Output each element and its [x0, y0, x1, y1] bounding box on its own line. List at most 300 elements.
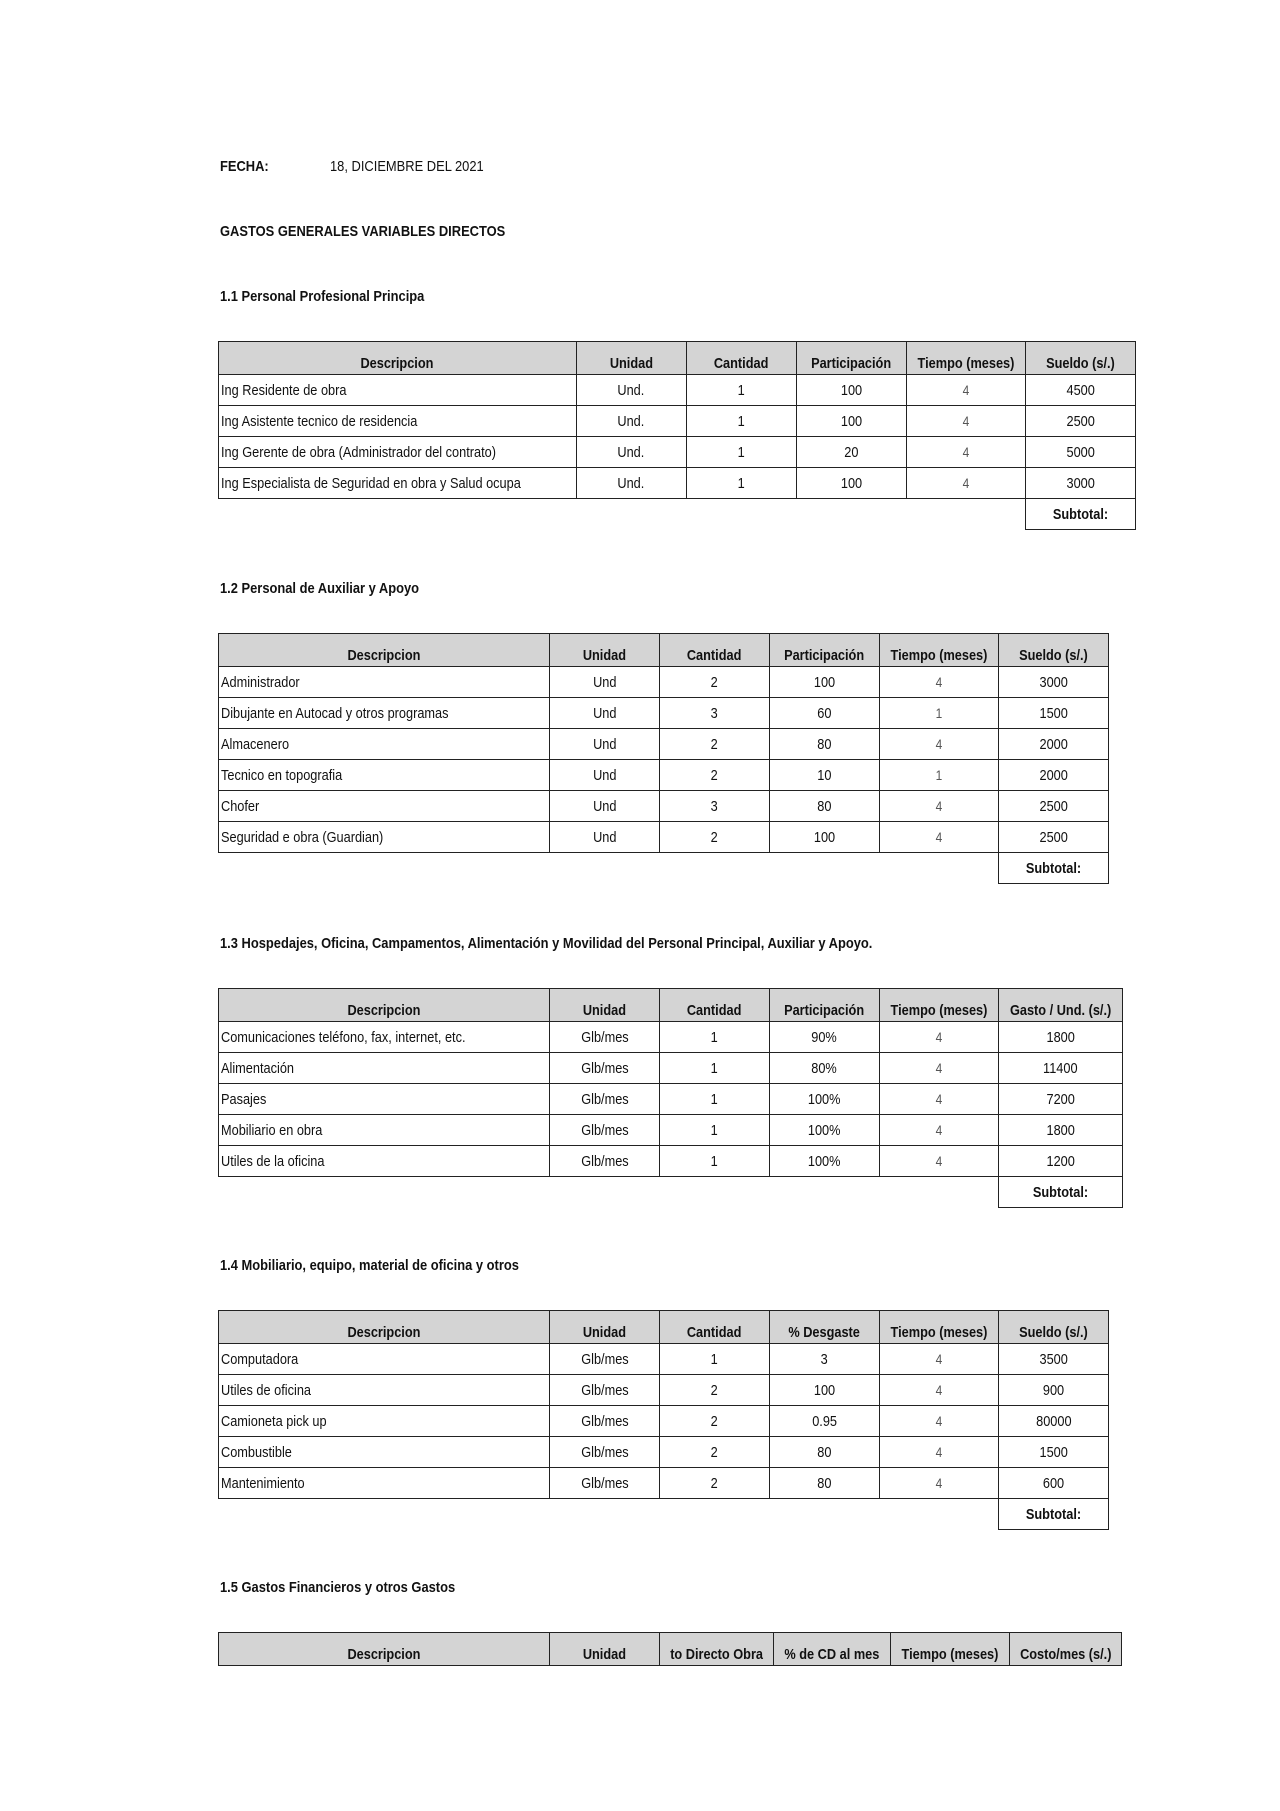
subtotal-label	[998, 853, 1108, 884]
table-cell	[686, 437, 796, 468]
table-cell	[550, 1468, 660, 1499]
empty-cell	[550, 1177, 660, 1208]
cell-value: 1	[935, 767, 943, 783]
cell-value: 4500	[1066, 381, 1095, 399]
empty-cell	[686, 499, 796, 530]
empty-cell	[906, 499, 1025, 530]
column-header	[880, 1311, 999, 1344]
cell-value: 3000	[1039, 673, 1068, 691]
table-cell	[660, 1053, 770, 1084]
table-cell	[219, 1146, 550, 1177]
table-cell	[576, 437, 686, 468]
cell-value: Und	[592, 828, 617, 846]
cell-value: 100%	[808, 1121, 841, 1139]
table-cell	[880, 729, 999, 760]
table-cell	[770, 1344, 880, 1375]
table-cell	[550, 1053, 660, 1084]
table-cell	[770, 1022, 880, 1053]
cell-value: 4	[962, 382, 970, 398]
table-cell	[550, 1375, 660, 1406]
table-row	[219, 791, 1109, 822]
cell-value: 2	[710, 1412, 719, 1430]
cell-value: 100%	[808, 1090, 841, 1108]
cell-value: Ing Especialista de Seguridad en obra y Salud ocupa	[221, 474, 521, 492]
cell-value: Utiles de la oficina	[221, 1152, 325, 1170]
section-title: 1.1 Personal Profesional Principa	[220, 288, 425, 305]
subtotal-text: Subtotal:	[1025, 1505, 1082, 1523]
table-cell	[550, 1437, 660, 1468]
cell-value: 1	[710, 1090, 719, 1108]
cell-value: 7200	[1046, 1090, 1075, 1108]
empty-cell	[219, 1499, 550, 1530]
table-row	[219, 406, 1136, 437]
cell-value: Und	[592, 766, 617, 784]
header-row	[219, 634, 1109, 667]
column-header	[770, 634, 880, 667]
table-cell	[880, 1468, 999, 1499]
table-cell	[550, 791, 660, 822]
cell-value: Seguridad e obra (Guardian)	[221, 828, 384, 846]
cell-value: Und	[592, 797, 617, 815]
cell-value: 4	[935, 1351, 943, 1367]
empty-cell	[770, 1177, 880, 1208]
cell-value: Combustible	[221, 1443, 292, 1461]
table-row	[219, 1468, 1109, 1499]
cell-value: Glb/mes	[580, 1121, 629, 1139]
table-cell	[660, 1084, 770, 1115]
cell-value: 80000	[1035, 1412, 1072, 1430]
cell-value: 2	[710, 673, 719, 691]
cell-value: 5000	[1066, 443, 1095, 461]
table-cell	[550, 1115, 660, 1146]
table-cell	[550, 1344, 660, 1375]
column-header	[660, 989, 770, 1022]
fecha-value: 18, DICIEMBRE DEL 2021	[330, 158, 484, 175]
table-cell	[998, 1468, 1108, 1499]
table-row	[219, 822, 1109, 853]
cell-value: 90%	[811, 1028, 838, 1046]
table-cell	[660, 1375, 770, 1406]
table-cell	[219, 406, 577, 437]
column-header	[774, 1633, 891, 1666]
table-cell	[660, 760, 770, 791]
empty-cell	[219, 853, 550, 884]
column-header	[660, 1633, 774, 1666]
cell-value: Und.	[617, 474, 645, 492]
cell-value: Camioneta pick up	[221, 1412, 327, 1430]
table-cell	[770, 1406, 880, 1437]
table-cell	[660, 667, 770, 698]
cell-value: 2	[710, 1474, 719, 1492]
cell-value: 4	[935, 674, 943, 690]
column-header-label: % de CD al mes	[784, 1646, 880, 1663]
table-cell	[998, 1375, 1108, 1406]
table-cell	[219, 1344, 550, 1375]
cell-value: 2000	[1039, 735, 1068, 753]
table-cell	[550, 1084, 660, 1115]
cell-value: 1	[710, 1121, 719, 1139]
cell-value: 4	[935, 1091, 943, 1107]
table-row	[219, 1146, 1123, 1177]
column-header	[1025, 342, 1135, 375]
cell-value: 2500	[1039, 828, 1068, 846]
cell-value: Glb/mes	[580, 1474, 629, 1492]
column-header	[998, 634, 1108, 667]
subtotal-row	[219, 499, 1136, 530]
table-cell	[998, 1406, 1108, 1437]
section-title: 1.4 Mobiliario, equipo, material de oficina y otros	[220, 1257, 519, 1274]
cell-value: 1	[710, 1350, 719, 1368]
table-cell	[998, 729, 1108, 760]
cell-value: 1200	[1046, 1152, 1075, 1170]
cell-value: 4	[935, 798, 943, 814]
column-header	[219, 1311, 550, 1344]
table-cell	[880, 1344, 999, 1375]
cell-value: 3500	[1039, 1350, 1068, 1368]
column-header-label: Participación	[784, 1002, 865, 1019]
cell-value: 2	[710, 1381, 719, 1399]
cell-value: 2000	[1039, 766, 1068, 784]
table-cell	[880, 1084, 999, 1115]
table-cell	[219, 375, 577, 406]
cell-value: Mobiliario en obra	[221, 1121, 323, 1139]
cell-value: 20	[844, 443, 859, 461]
table-cell	[770, 1437, 880, 1468]
column-header	[550, 634, 660, 667]
table-cell	[906, 437, 1025, 468]
cell-value: 60	[817, 704, 832, 722]
cell-value: 80	[817, 735, 832, 753]
column-header-label: Participación	[811, 355, 892, 372]
column-header-label: Descripcion	[347, 1324, 421, 1341]
table-cell	[219, 791, 550, 822]
cell-value: Glb/mes	[580, 1028, 629, 1046]
table-cell	[219, 437, 577, 468]
column-header-label: Descripcion	[347, 647, 421, 664]
table-cell	[998, 1344, 1108, 1375]
cell-value: Tecnico en topografia	[221, 766, 343, 784]
cell-value: 1	[710, 1028, 719, 1046]
cell-value: 0.95	[812, 1412, 837, 1430]
column-header-label: Descripcion	[360, 355, 434, 372]
table-cell	[880, 1053, 999, 1084]
section-title: 1.5 Gastos Financieros y otros Gastos	[220, 1579, 456, 1596]
cell-value: Und	[592, 673, 617, 691]
cell-value: Comunicaciones teléfono, fax, internet, etc.	[221, 1028, 466, 1046]
table-cell	[998, 1437, 1108, 1468]
cell-value: Utiles de oficina	[221, 1381, 312, 1399]
cell-value: 3000	[1066, 474, 1095, 492]
table-cell	[660, 729, 770, 760]
table-cell	[880, 1115, 999, 1146]
column-header-label: Unidad	[582, 1646, 627, 1663]
cell-value: Und	[592, 704, 617, 722]
cell-value: Almacenero	[221, 735, 290, 753]
table-cell	[998, 1146, 1122, 1177]
table-cell	[880, 1437, 999, 1468]
cell-value: 2500	[1039, 797, 1068, 815]
section-title: 1.3 Hospedajes, Oficina, Campamentos, Alimentación y Movilidad del Personal Principal, Auxiliar y Apoyo.	[220, 935, 873, 952]
table-cell	[880, 791, 999, 822]
cell-value: 900	[1042, 1381, 1065, 1399]
table-cell	[660, 791, 770, 822]
cell-value: 1	[737, 474, 745, 492]
table-cell	[576, 468, 686, 499]
subtotal-text: Subtotal:	[1052, 505, 1108, 523]
column-header-label: Tiempo (meses)	[890, 1324, 988, 1341]
table-cell	[796, 406, 906, 437]
table-cell	[219, 468, 577, 499]
cell-value: 3	[820, 1350, 829, 1368]
table-row	[219, 437, 1136, 468]
cell-value: 4	[935, 1122, 943, 1138]
empty-cell	[880, 1499, 999, 1530]
table-cell	[770, 791, 880, 822]
table-cell	[660, 698, 770, 729]
table-cell	[880, 667, 999, 698]
empty-cell	[219, 1177, 550, 1208]
table-cell	[880, 1375, 999, 1406]
table-cell	[219, 822, 550, 853]
table-cell	[576, 406, 686, 437]
cell-value: Pasajes	[221, 1090, 267, 1108]
column-header	[1009, 1633, 1122, 1666]
table-row	[219, 375, 1136, 406]
cell-value: 80%	[811, 1059, 838, 1077]
cell-value: Administrador	[221, 673, 300, 691]
column-header	[550, 1311, 660, 1344]
column-header	[880, 634, 999, 667]
table-row	[219, 1084, 1123, 1115]
column-header-label: Cantidad	[687, 1002, 742, 1019]
header-row	[219, 1633, 1122, 1666]
table-cell	[550, 1406, 660, 1437]
column-header	[660, 634, 770, 667]
empty-cell	[576, 499, 686, 530]
table-cell	[770, 1146, 880, 1177]
cell-value: 80	[817, 1474, 832, 1492]
table-cell	[998, 760, 1108, 791]
header-row	[219, 989, 1123, 1022]
cell-value: Alimentación	[221, 1059, 295, 1077]
empty-cell	[660, 1177, 770, 1208]
table-cell	[219, 1022, 550, 1053]
table-cell	[550, 822, 660, 853]
table-gastos-financieros	[218, 1632, 1122, 1666]
table-cell	[1025, 375, 1135, 406]
table-cell	[770, 729, 880, 760]
cell-value: 4	[935, 1060, 943, 1076]
table-cell	[686, 406, 796, 437]
empty-cell	[770, 1499, 880, 1530]
empty-cell	[880, 1177, 999, 1208]
table-cell	[880, 1406, 999, 1437]
table-cell	[796, 375, 906, 406]
empty-cell	[660, 853, 770, 884]
column-header-label: Cantidad	[687, 647, 742, 664]
cell-value: Und.	[617, 443, 645, 461]
table-cell	[219, 760, 550, 791]
cell-value: 100	[813, 673, 836, 691]
cell-value: 1	[737, 412, 745, 430]
empty-cell	[550, 1499, 660, 1530]
column-header-label: Tiempo (meses)	[890, 1002, 988, 1019]
cell-value: 100	[813, 828, 836, 846]
cell-value: Mantenimiento	[221, 1474, 305, 1492]
cell-value: Glb/mes	[580, 1059, 629, 1077]
column-header-label: Tiempo (meses)	[901, 1646, 999, 1663]
column-header-label: Descripcion	[347, 1002, 421, 1019]
cell-value: Dibujante en Autocad y otros programas	[221, 704, 449, 722]
table-cell	[998, 791, 1108, 822]
column-header-label: Sueldo (s/.)	[1045, 355, 1115, 372]
column-header-label: Sueldo (s/.)	[1019, 647, 1088, 664]
table-row	[219, 1375, 1109, 1406]
table-cell	[219, 698, 550, 729]
cell-value: 4	[935, 736, 943, 752]
cell-value: Glb/mes	[580, 1090, 629, 1108]
cell-value: 1	[710, 1059, 719, 1077]
empty-cell	[770, 853, 880, 884]
cell-value: Glb/mes	[580, 1152, 629, 1170]
column-header-label: Cantidad	[713, 355, 769, 372]
table-cell	[906, 468, 1025, 499]
cell-value: 600	[1042, 1474, 1065, 1492]
table-cell	[219, 1406, 550, 1437]
cell-value: 100%	[808, 1152, 841, 1170]
table-cell	[880, 1146, 999, 1177]
header-row	[219, 1311, 1109, 1344]
table-cell	[219, 1115, 550, 1146]
cell-value: 2500	[1066, 412, 1095, 430]
column-header	[686, 342, 796, 375]
table-cell	[998, 1022, 1122, 1053]
subtotal-label	[998, 1499, 1108, 1530]
table-cell	[770, 667, 880, 698]
table-row	[219, 729, 1109, 760]
cell-value: Und.	[617, 381, 645, 399]
table-row	[219, 1053, 1123, 1084]
cell-value: 4	[935, 1444, 943, 1460]
table-cell	[770, 1053, 880, 1084]
cell-value: 100	[840, 381, 862, 399]
empty-cell	[219, 499, 577, 530]
cell-value: Glb/mes	[580, 1443, 629, 1461]
table-cell	[770, 822, 880, 853]
column-header	[770, 989, 880, 1022]
column-header	[890, 1633, 1009, 1666]
column-header-label: Unidad	[582, 1324, 627, 1341]
column-header-label: Gasto / Und. (s/.)	[1009, 1002, 1112, 1019]
column-header	[219, 1633, 550, 1666]
table-cell	[880, 760, 999, 791]
table-cell	[660, 1437, 770, 1468]
column-header	[550, 1633, 660, 1666]
subtotal-text: Subtotal:	[1025, 859, 1082, 877]
table-cell	[770, 1115, 880, 1146]
table-cell	[880, 698, 999, 729]
cell-value: Glb/mes	[580, 1350, 629, 1368]
table-cell	[686, 468, 796, 499]
cell-value: Und.	[617, 412, 645, 430]
cell-value: Und	[592, 735, 617, 753]
cell-value: 11400	[1043, 1059, 1078, 1077]
table-cell	[660, 1146, 770, 1177]
cell-value: Computadora	[221, 1350, 299, 1368]
empty-cell	[660, 1499, 770, 1530]
table-cell	[219, 1084, 550, 1115]
cell-value: 1500	[1039, 1443, 1068, 1461]
table-cell	[770, 1084, 880, 1115]
cell-value: 3	[710, 797, 719, 815]
table-row	[219, 1437, 1109, 1468]
cell-value: 4	[935, 1153, 943, 1169]
column-header	[550, 989, 660, 1022]
header-row	[219, 342, 1136, 375]
table-cell	[660, 1344, 770, 1375]
table-row	[219, 667, 1109, 698]
column-header	[906, 342, 1025, 375]
subtotal-label	[998, 1177, 1122, 1208]
table-cell	[660, 1468, 770, 1499]
table-personal-auxiliar	[218, 633, 1109, 884]
column-header	[660, 1311, 770, 1344]
cell-value: Ing Asistente tecnico de residencia	[221, 412, 418, 430]
cell-value: 1	[737, 443, 745, 461]
cell-value: 4	[962, 444, 970, 460]
table-row	[219, 1115, 1123, 1146]
cell-value: 4	[962, 413, 970, 429]
column-header-label: to Directo Obra	[670, 1646, 763, 1663]
table-cell	[1025, 468, 1135, 499]
empty-cell	[796, 499, 906, 530]
table-cell	[550, 1022, 660, 1053]
table-cell	[770, 698, 880, 729]
table-mobiliario	[218, 1310, 1109, 1530]
cell-value: 4	[935, 1382, 943, 1398]
column-header	[998, 989, 1122, 1022]
table-cell	[770, 1468, 880, 1499]
table-cell	[1025, 406, 1135, 437]
subtotal-label	[1025, 499, 1135, 530]
cell-value: 1	[737, 381, 745, 399]
column-header-label: Tiempo (meses)	[917, 355, 1015, 372]
table-cell	[660, 1115, 770, 1146]
column-header-label: Cantidad	[687, 1324, 742, 1341]
cell-value: 100	[840, 474, 862, 492]
subtotal-text: Subtotal:	[1032, 1183, 1089, 1201]
table-cell	[998, 1084, 1122, 1115]
cell-value: 10	[817, 766, 832, 784]
cell-value: 4	[935, 1413, 943, 1429]
table-cell	[998, 698, 1108, 729]
column-header	[576, 342, 686, 375]
document-title: GASTOS GENERALES VARIABLES DIRECTOS	[220, 223, 506, 240]
table-cell	[550, 1146, 660, 1177]
cell-value: 100	[813, 1381, 836, 1399]
table-cell	[550, 760, 660, 791]
cell-value: 1500	[1039, 704, 1068, 722]
table-row	[219, 760, 1109, 791]
table-cell	[998, 667, 1108, 698]
table-cell	[770, 760, 880, 791]
column-header-label: Sueldo (s/.)	[1019, 1324, 1088, 1341]
cell-value: 2	[710, 828, 719, 846]
table-cell	[998, 1053, 1122, 1084]
subtotal-row	[219, 853, 1109, 884]
cell-value: 100	[840, 412, 862, 430]
cell-value: 1800	[1046, 1028, 1075, 1046]
